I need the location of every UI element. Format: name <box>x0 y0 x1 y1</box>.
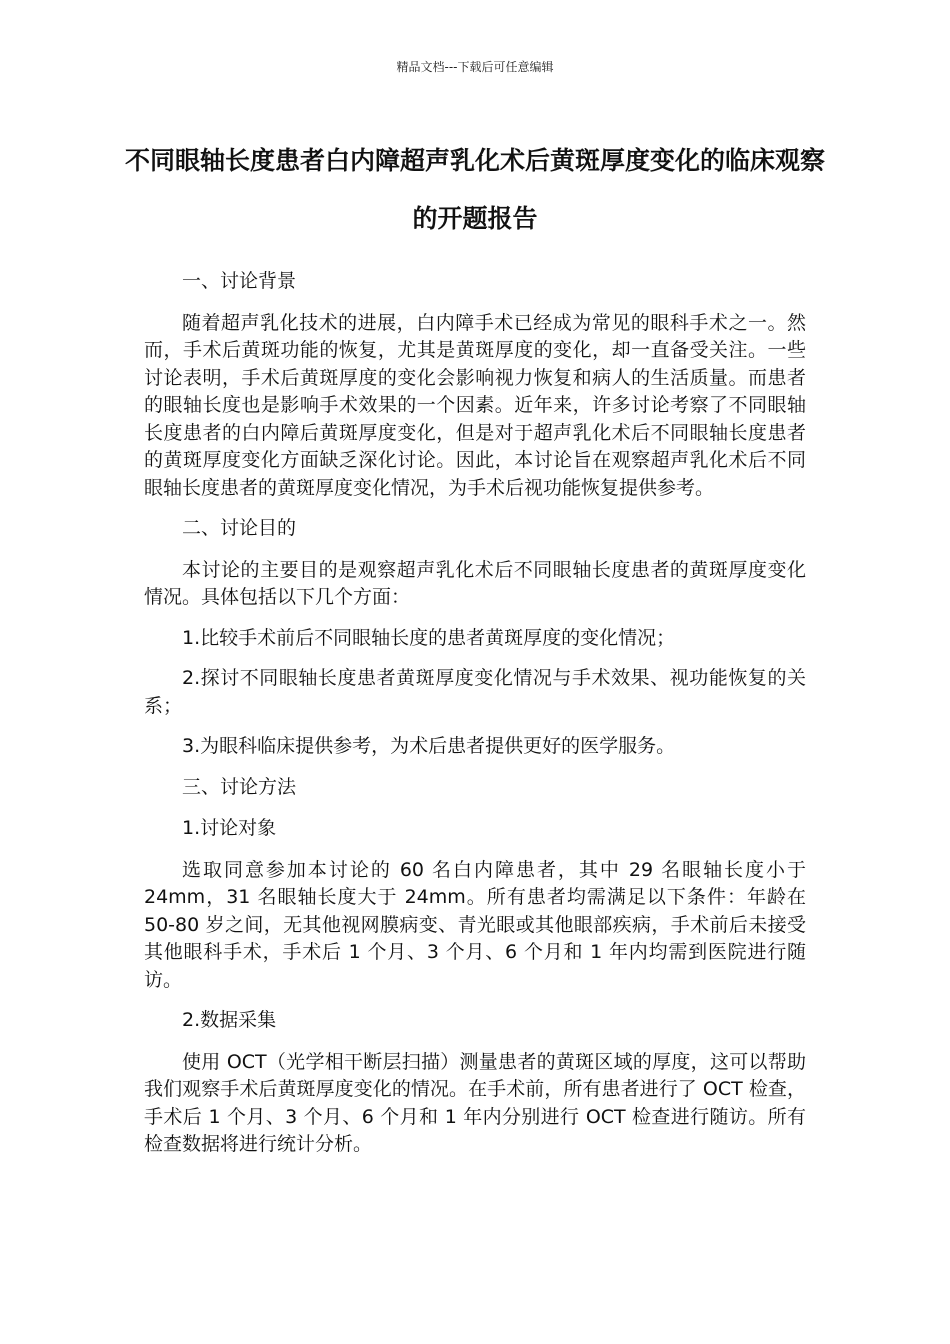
purpose-item-1: 1.比较手术前后不同眼轴长度的患者黄斑厚度的变化情况； <box>182 626 676 649</box>
subsection-heading-subjects: 1.讨论对象 <box>182 817 277 839</box>
header-note: 精品文档---下载后可任意编辑 <box>396 60 554 74</box>
section-heading-methods: 三、讨论方法 <box>182 775 297 798</box>
purpose-item-3: 3.为眼科临床提供参考，为术后患者提供更好的医学服务。 <box>182 735 676 757</box>
purpose-item-2: 2.探讨不同眼轴长度患者黄斑厚度变化情况与手术效果、视功能恢复的关系； <box>144 667 806 717</box>
subjects-paragraph: 选取同意参加本讨论的 60 名白内障患者，其中 29 名眼轴长度小于 24mm，31 名眼轴长度大于 24mm。所有患者均需满足以下条件：年龄在 50-80 岁之间，无其他视网膜病变、青光眼或其他眼部疾病，手术前后未接受其他眼科手术，手术后 1 个月、3 个月、6 个月和 1 年内均需到医院进行随访。 <box>144 858 806 991</box>
background-paragraph: 随着超声乳化技术的进展，白内障手术已经成为常见的眼科手术之一。然而，手术后黄斑功能的恢复，尤其是黄斑厚度的变化，却一直备受关注。一些讨论表明，手术后黄斑厚度的变化会影响视力恢复和病人的生活质量。而患者的眼轴长度也是影响手术效果的一个因素。近年来，许多讨论考察了不同眼轴长度患者的白内障后黄斑厚度变化，但是对于超声乳化术后不同眼轴长度患者的黄斑厚度变化方面缺乏深化讨论。因此，本讨论旨在观察超声乳化术后不同眼轴长度患者的黄斑厚度变化情况，为手术后视功能恢复提供参考。 <box>144 311 806 499</box>
section-heading-purpose: 二、讨论目的 <box>182 517 297 539</box>
document-title: 不同眼轴长度患者白内障超声乳化术后黄斑厚度变化的临床观察的开题报告 <box>124 146 825 233</box>
data-collection-paragraph: 使用 OCT（光学相干断层扫描）测量患者的黄斑区域的厚度，这可以帮助我们观察手术后黄斑厚度变化的情况。在手术前，所有患者进行了 OCT 检查，手术后 1 个月、3 个月、6 个月和 1 年内分别进行 OCT 检查进行随访。所有检查数据将进行统计分析。 <box>144 1050 806 1155</box>
subsection-heading-data-collection: 2.数据采集 <box>182 1009 277 1031</box>
section-heading-background: 一、讨论背景 <box>182 270 297 292</box>
document-body <box>144 268 806 1172</box>
purpose-paragraph: 本讨论的主要目的是观察超声乳化术后不同眼轴长度患者的黄斑厚度变化情况。具体包括以下几个方面： <box>144 558 806 608</box>
